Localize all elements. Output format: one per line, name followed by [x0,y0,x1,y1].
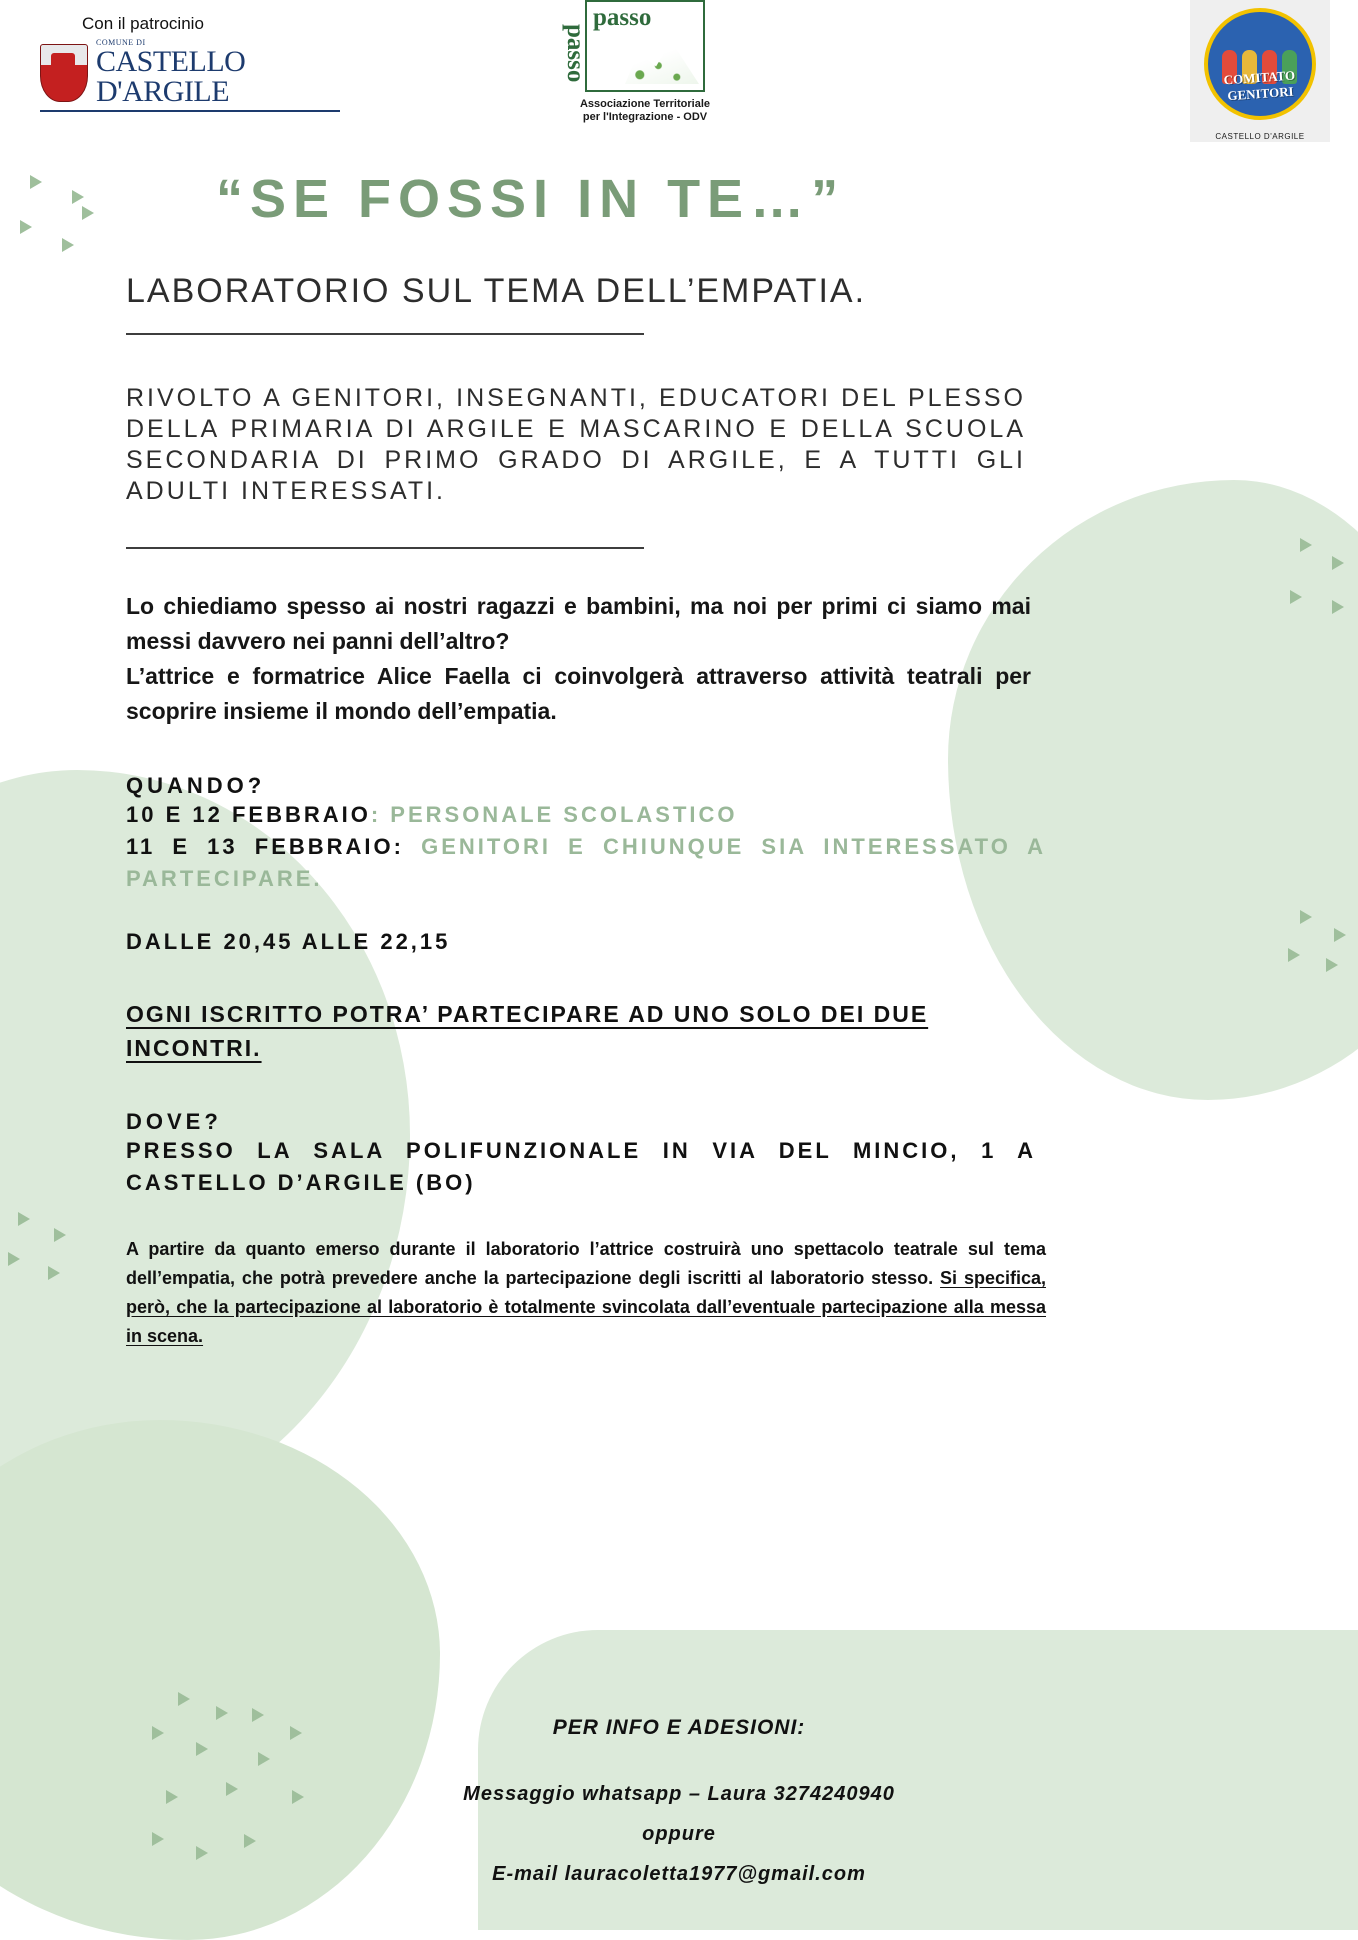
contact-or: oppure [642,1823,716,1845]
when-date-1 [126,799,1046,831]
passo-caption-line1: Associazione Territoriale [579,98,710,110]
contact-email: E-mail lauracoletta1977@gmail.com [492,1863,866,1885]
time-range: DALLE 20,45 ALLE 22,15 [126,929,451,954]
where-address: PRESSO LA SALA POLIFUNZIONALE IN VIA DEL MINCIO, 1 A CASTELLO D’ARGILE (BO) [126,1138,1036,1195]
passo-word-vertical: passo [562,24,589,83]
only-one-meeting-note: OGNI ISCRITTO POTRA’ PARTECIPARE AD UNO SOLO DEI DUE INCONTRI. [126,1001,929,1061]
patrocinio-label: Con il patrocinio [82,14,204,33]
passo-word-horizontal: passo [593,4,652,31]
poster-header [0,0,1358,140]
contact-heading: PER INFO E ADESIONI: [552,1716,806,1739]
when-date-1-bold: 10 E 12 FEBBRAIO [126,802,371,827]
show-note-plain: A partire da quanto emerso durante il laboratorio l’attrice costruirà uno spettacolo teatrale sul tema dell’empatia, che potrà prevedere anche la partecipazione degli iscritti al laboratorio stesso. [126,1239,1046,1288]
when-date-2-rest: GENITORI E CHIUNQUE SIA INTERESSATO A PARTECIPARE. [126,834,1047,891]
when-label: QUANDO? [126,773,266,798]
divider-top [126,333,644,335]
lead-line-2: L’attrice e formatrice Alice Faella ci coinvolgerà attraverso attività teatrali per scoprire insieme il mondo dell’empatia. [126,663,1031,724]
coat-of-arms-icon [40,44,88,102]
mountain-icon [625,38,699,84]
patrocinio-block [40,14,370,112]
comitato-circle-icon [1204,8,1316,120]
page-title: “SE FOSSI IN TE…” [216,169,846,229]
contact-whatsapp: Messaggio whatsapp – Laura 3274240940 [463,1783,895,1805]
where-block [126,1109,1318,1199]
passo-passo-logo [540,0,750,124]
passo-logo-mark [562,0,705,92]
poster-body [0,168,1358,1351]
lead-paragraph [126,589,1031,729]
poster-subtitle: LABORATORIO SUL TEMA DELL’EMPATIA. [126,272,867,310]
lead-line-1: Lo chiediamo spesso ai nostri ragazzi e bambini, ma noi per primi ci siamo mai messi davvero nei panni dell’altro? [126,593,1031,654]
show-note-underlined: Si specifica, però, che la partecipazione al laboratorio è totalmente svincolata dall’eventuale partecipazione alla messa in scena. [126,1268,1046,1346]
comitato-subtitle: CASTELLO D'ARGILE [1215,132,1305,141]
contact-block [0,1716,1358,1894]
comitato-title: COMITATO GENITORI [1223,67,1296,104]
when-block [126,773,1318,895]
passo-caption-line2: per l'Integrazione - ODV [582,111,708,123]
divider-second [126,547,644,549]
audience-paragraph: RIVOLTO A GENITORI, INSEGNANTI, EDUCATORI DEL PLESSO DELLA PRIMARIA DI ARGILE E MASCARINO E DELLA SCUOLA SECONDARIA DI PRIMO GRADO DI ARGILE, E A TUTTI GLI ADULTI INTERESSATI. [126,384,1026,505]
comune-logo [40,38,340,112]
comune-name: CASTELLO D'ARGILE [96,45,246,108]
comune-small-label: COMUNE DI [96,38,146,47]
when-date-2-bold: 11 E 13 FEBBRAIO: [126,834,404,859]
where-label: DOVE? [126,1109,222,1134]
comitato-genitori-logo [1190,0,1330,142]
when-date-1-rest: : PERSONALE SCOLASTICO [370,802,738,827]
when-date-2 [126,831,1046,895]
show-note [126,1235,1046,1351]
